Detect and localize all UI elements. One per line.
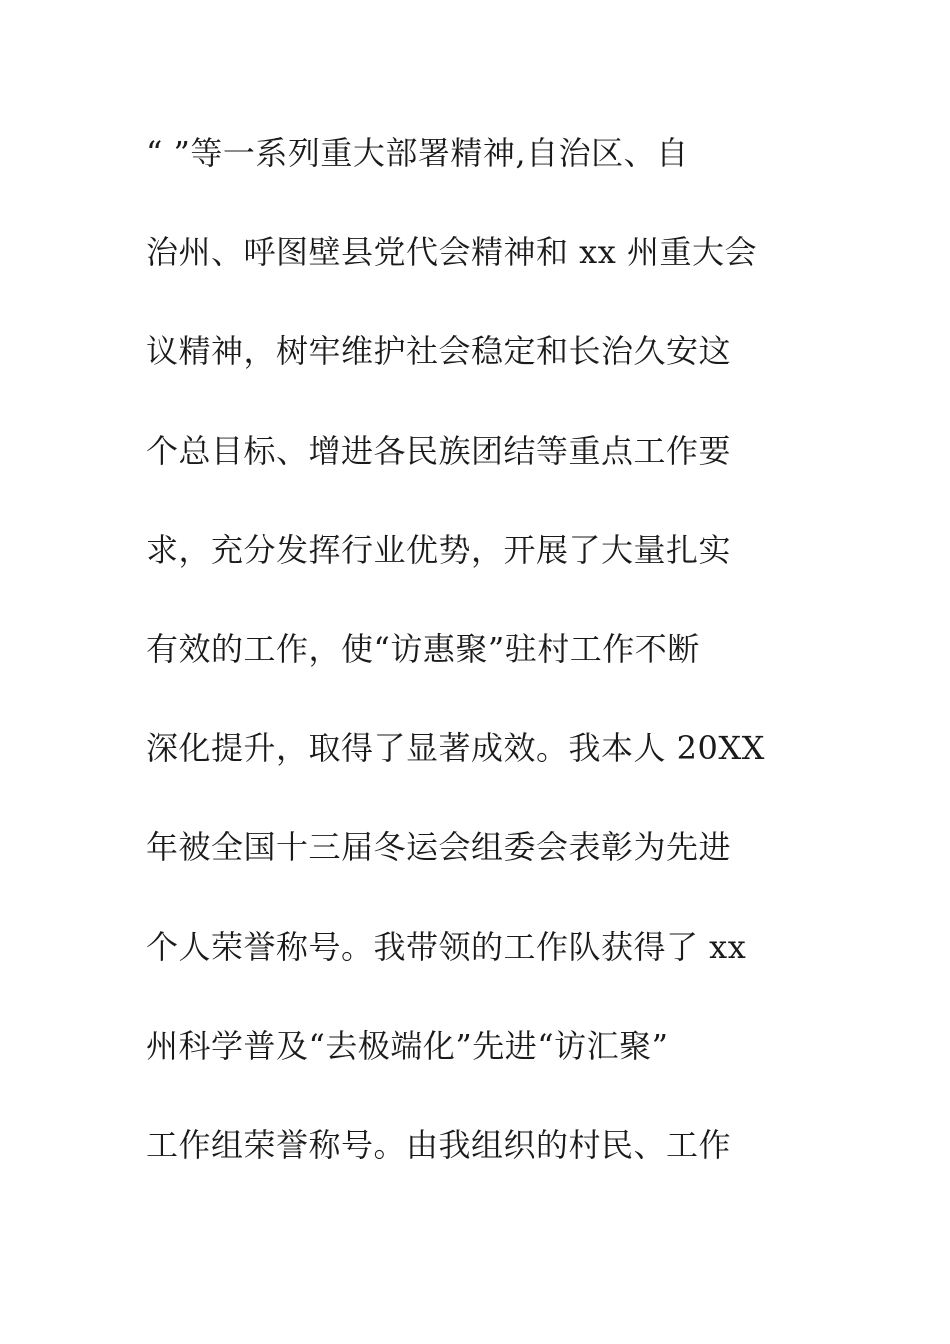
body-text (146, 128, 806, 1219)
text-line: 治州、呼图壁县党代会精神和 xx 州重大会 (146, 233, 757, 272)
text-line: 有效的工作，使“访惠聚”驻村工作不断 (146, 629, 700, 668)
text-line: 议精神，树牢维护社会稳定和长治久安这 (146, 332, 732, 371)
text-line: 个人荣誉称号。我带领的工作队获得了 xx (146, 927, 747, 966)
text-line: 深化提升，取得了显著成效。我本人 20XX (146, 729, 765, 768)
text-line: 个总目标、增进各民族团结等重点工作要 (146, 431, 732, 470)
text-line: 州科学普及“去极端化”先进“访汇聚” (146, 1026, 669, 1065)
text-line: “ ”等一系列重大部署精神,自治区、自 (146, 134, 689, 172)
text-line: 年被全国十三届冬运会组委会表彰为先进 (146, 828, 732, 867)
text-line: 求，充分发挥行业优势，开展了大量扎实 (146, 530, 732, 569)
text-line: 工作组荣誉称号。由我组织的村民、工作 (146, 1125, 732, 1164)
